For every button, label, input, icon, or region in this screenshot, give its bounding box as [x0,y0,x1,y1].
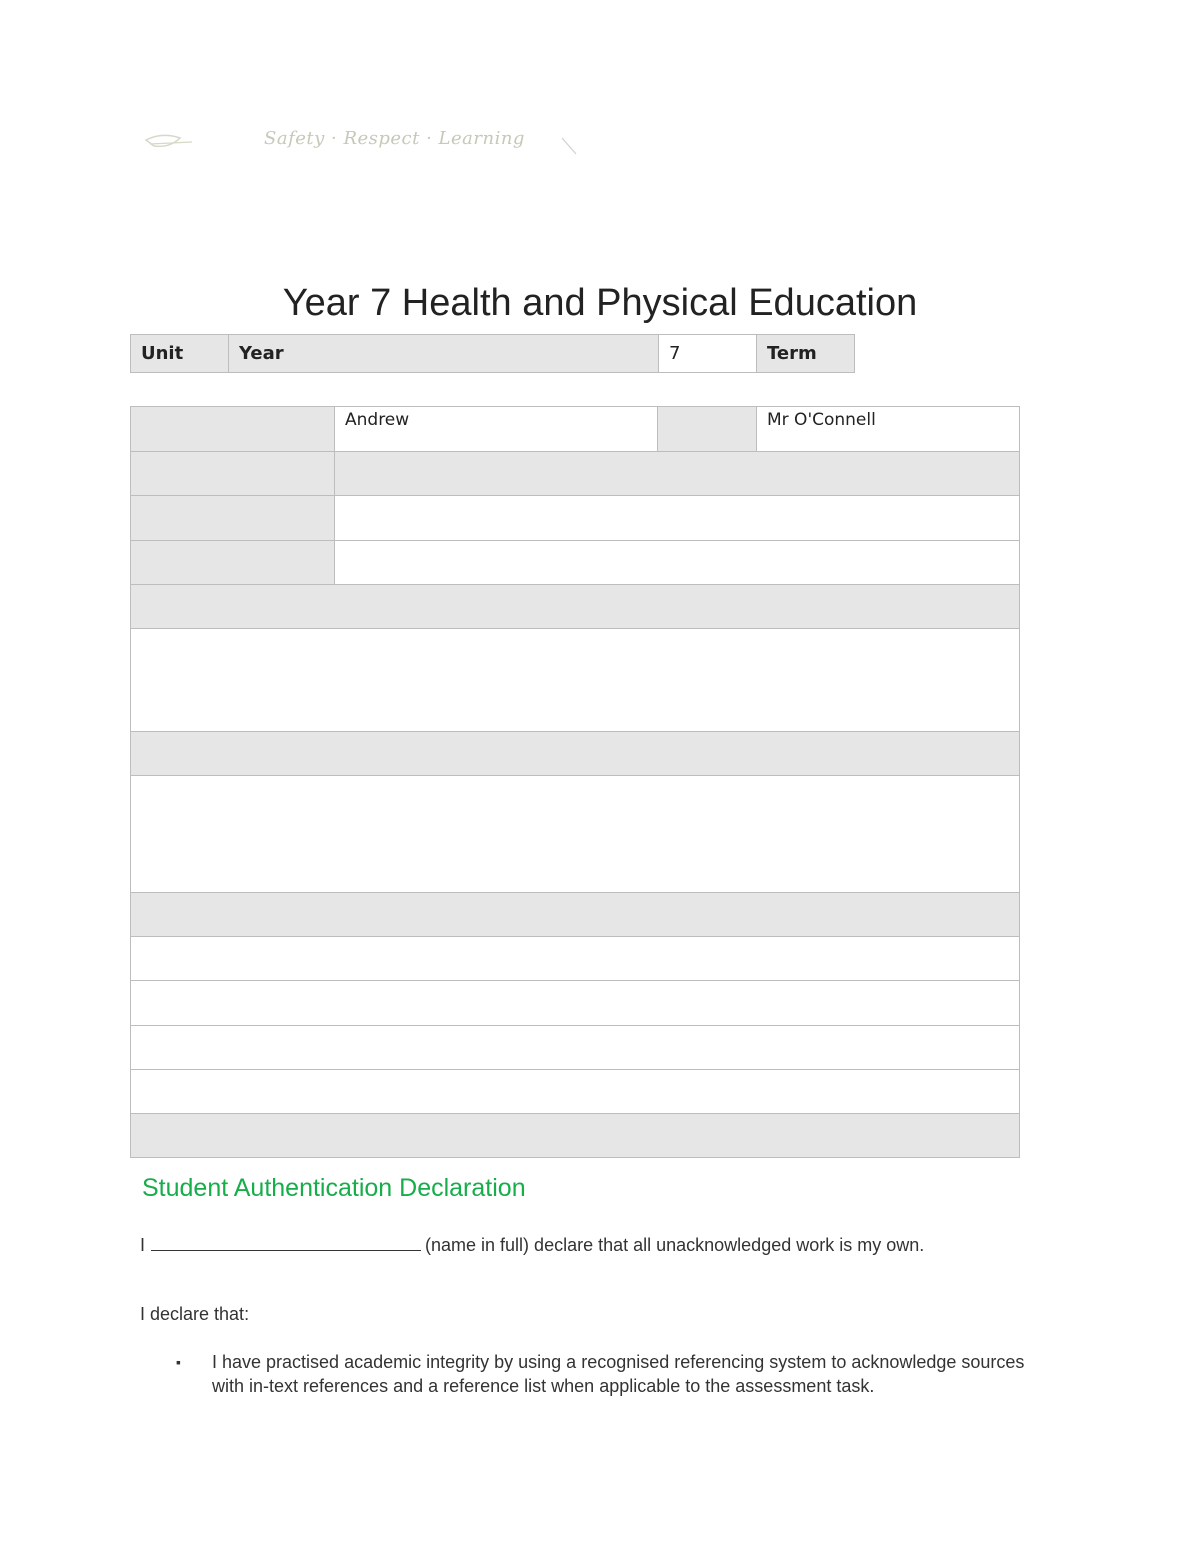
year-label: Year [229,335,659,373]
teacher-name-field[interactable]: Mr O'Connell [757,407,1020,452]
student-name-field[interactable]: Andrew [335,407,658,452]
input-row[interactable] [131,1070,1020,1114]
declaration-list [176,1350,1036,1398]
row-header-cell [335,452,1020,496]
input-row[interactable] [131,937,1020,981]
section-content-cell[interactable] [131,776,1020,893]
section-header-row [131,1114,1020,1158]
input-row[interactable] [131,981,1020,1026]
section-header-row [131,893,1020,937]
row-label-cell [131,496,335,541]
declaration-suffix: (name in full) declare that all unacknowledged work is my own. [425,1235,925,1255]
unit-year-term-table [130,334,855,373]
list-item [176,1350,1036,1398]
declaration-name-line [140,1232,924,1256]
page-title: Year 7 Health and Physical Education [282,282,918,324]
declaration-prefix: I [140,1235,146,1255]
school-logo [140,118,600,166]
declaration-heading: Student Authentication Declaration [142,1174,526,1202]
teacher-label-cell [658,407,757,452]
bullet-icon: ▪ [176,1354,181,1370]
input-cell[interactable] [335,541,1020,585]
input-cell[interactable] [335,496,1020,541]
school-motto: Safety · Respect · Learning [264,128,525,149]
declaration-intro: I declare that: [140,1304,250,1324]
full-name-blank[interactable] [151,1232,421,1251]
assessment-info-table [130,406,1020,1158]
term-label: Term [757,335,855,373]
section-header-row [131,732,1020,776]
student-label-cell [131,407,335,452]
input-row[interactable] [131,1026,1020,1070]
declaration-bullet-text: I have practised academic integrity by using a recognised referencing system to acknowledge sources with in-text references and a reference list when applicable to the assessment task. [212,1352,1025,1396]
year-value[interactable]: 7 [659,335,757,373]
section-content-cell[interactable] [131,629,1020,732]
row-label-cell [131,452,335,496]
section-header-row [131,585,1020,629]
unit-label: Unit [131,335,229,373]
row-label-cell [131,541,335,585]
